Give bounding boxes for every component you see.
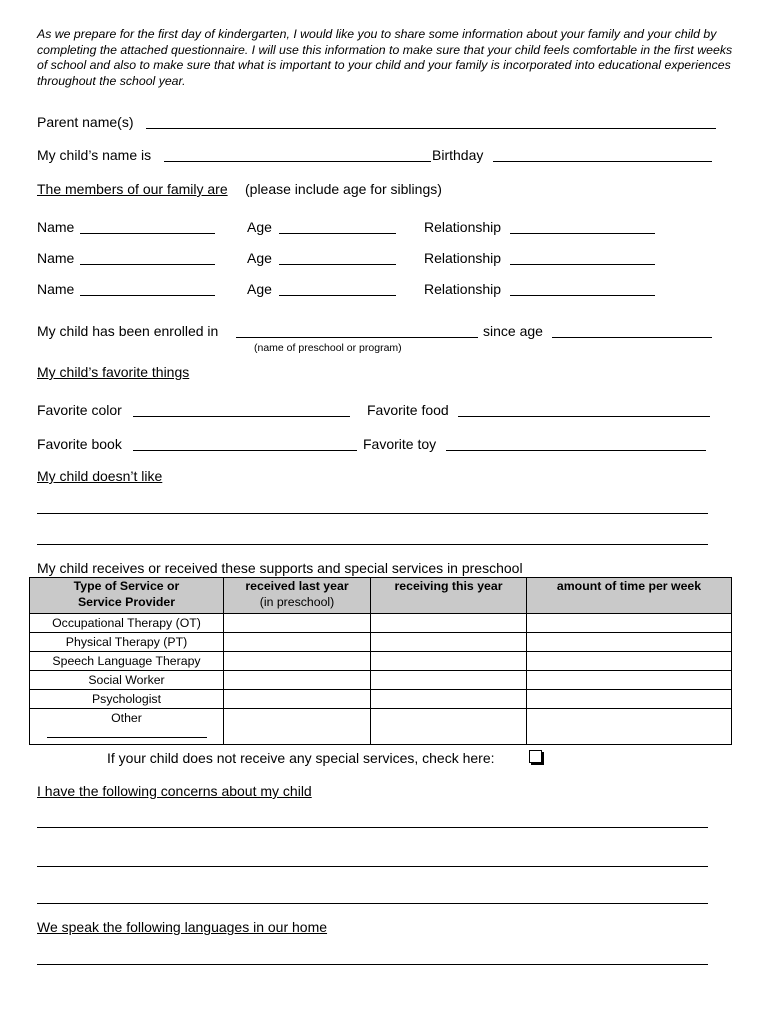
birthday-field[interactable] — [493, 161, 712, 162]
services-table — [29, 577, 732, 745]
service-name-other — [30, 709, 224, 745]
enrolled-label: My child has been enrolled in — [37, 323, 219, 339]
received-last-year-cell[interactable] — [224, 690, 371, 709]
favorite-color-label: Favorite color — [37, 402, 122, 418]
members-heading: The members of our family are — [37, 181, 228, 197]
service-name: Physical Therapy (PT) — [30, 633, 224, 652]
receiving-this-year-cell[interactable] — [371, 690, 527, 709]
header-received-last-year-line2: (in preschool) — [259, 595, 335, 609]
checkbox-icon — [529, 750, 542, 763]
favorites-heading: My child’s favorite things — [37, 364, 190, 380]
received-last-year-cell[interactable] — [224, 652, 371, 671]
favorite-toy-field[interactable] — [446, 450, 706, 451]
favorite-toy-label: Favorite toy — [363, 436, 437, 452]
enrolled-note: (name of preschool or program) — [254, 342, 402, 354]
member-age-field[interactable] — [279, 233, 396, 234]
member-age-label: Age — [247, 219, 272, 235]
table-row — [30, 671, 732, 690]
receiving-this-year-cell[interactable] — [371, 633, 527, 652]
intro-paragraph: As we prepare for the first day of kindergarten, I would like you to share some information about your family and your child by completing the attached questionnaire. I will use this information to make sure that your child feels comfortable in the first weeks of school and also to make sure that what is important to your child and your family is incorporated into educational experiences throughout the school year. — [37, 27, 733, 88]
languages-line[interactable] — [37, 964, 708, 965]
supports-heading: My child receives or received these supports and special services in preschool — [37, 560, 523, 576]
member-name-label: Name — [37, 250, 75, 266]
service-name: Speech Language Therapy — [30, 652, 224, 671]
favorites-row-2 — [37, 436, 717, 456]
time-per-week-cell[interactable] — [527, 709, 732, 745]
favorite-food-label: Favorite food — [367, 402, 449, 418]
time-per-week-cell[interactable] — [527, 652, 732, 671]
no-services-label: If your child does not receive any special services, check here: — [107, 750, 495, 766]
member-age-label: Age — [247, 250, 272, 266]
members-heading-row — [37, 181, 717, 201]
enrolled-program-field[interactable] — [236, 337, 478, 338]
member-age-label: Age — [247, 281, 272, 297]
concerns-heading-row — [37, 783, 717, 803]
concerns-line[interactable] — [37, 866, 708, 867]
table-row-other — [30, 709, 732, 745]
header-service-type — [30, 578, 224, 614]
time-per-week-cell[interactable] — [527, 690, 732, 709]
table-row — [30, 652, 732, 671]
header-service-type-line2: Service Provider — [77, 595, 176, 609]
receiving-this-year-cell[interactable] — [371, 709, 527, 745]
header-received-last-year-line1: received last year — [245, 579, 349, 593]
member-relationship-label: Relationship — [424, 219, 502, 235]
concerns-line[interactable] — [37, 903, 708, 904]
languages-heading-row — [37, 919, 717, 939]
table-row — [30, 690, 732, 709]
receiving-this-year-cell[interactable] — [371, 652, 527, 671]
birthday-label: Birthday — [432, 147, 484, 163]
child-name-label: My child’s name is — [37, 147, 152, 163]
favorite-food-field[interactable] — [458, 416, 710, 417]
time-per-week-cell[interactable] — [527, 671, 732, 690]
received-last-year-cell[interactable] — [224, 671, 371, 690]
member-relationship-label: Relationship — [424, 281, 502, 297]
enrolled-row — [37, 323, 717, 343]
header-service-type-line1: Type of Service or — [73, 579, 180, 593]
favorite-book-label: Favorite book — [37, 436, 122, 452]
member-name-field[interactable] — [80, 295, 215, 296]
concerns-heading: I have the following concerns about my child — [37, 783, 312, 799]
dislike-line[interactable] — [37, 544, 708, 545]
no-services-row — [107, 750, 770, 770]
member-name-label: Name — [37, 281, 75, 297]
since-age-field[interactable] — [552, 337, 712, 338]
favorites-heading-row — [37, 364, 717, 384]
header-received-last-year — [224, 578, 371, 614]
parent-name-field[interactable] — [146, 128, 716, 129]
member-age-field[interactable] — [279, 264, 396, 265]
favorites-row-1 — [37, 402, 717, 422]
service-name: Social Worker — [30, 671, 224, 690]
members-note: (please include age for siblings) — [245, 181, 442, 197]
receiving-this-year-cell[interactable] — [371, 671, 527, 690]
received-last-year-cell[interactable] — [224, 709, 371, 745]
dislike-line[interactable] — [37, 513, 708, 514]
languages-heading: We speak the following languages in our home — [37, 919, 328, 935]
service-name: Occupational Therapy (OT) — [30, 614, 224, 633]
member-name-field[interactable] — [80, 233, 215, 234]
time-per-week-cell[interactable] — [527, 633, 732, 652]
child-name-row — [37, 147, 717, 167]
member-row — [37, 219, 717, 239]
received-last-year-cell[interactable] — [224, 614, 371, 633]
favorite-color-field[interactable] — [133, 416, 350, 417]
other-service-field[interactable] — [47, 727, 207, 738]
service-name: Psychologist — [30, 690, 224, 709]
child-name-field[interactable] — [164, 161, 431, 162]
parent-name-label: Parent name(s) — [37, 114, 134, 130]
concerns-line[interactable] — [37, 827, 708, 828]
since-age-label: since age — [483, 323, 543, 339]
member-relationship-field[interactable] — [510, 264, 655, 265]
member-name-label: Name — [37, 219, 75, 235]
dislike-heading: My child doesn’t like — [37, 468, 163, 484]
member-relationship-label: Relationship — [424, 250, 502, 266]
member-relationship-field[interactable] — [510, 295, 655, 296]
member-name-field[interactable] — [80, 264, 215, 265]
header-receiving-this-year: receiving this year — [371, 578, 527, 614]
table-row — [30, 633, 732, 652]
member-age-field[interactable] — [279, 295, 396, 296]
table-row — [30, 614, 732, 633]
member-row — [37, 281, 717, 301]
receiving-this-year-cell[interactable] — [371, 614, 527, 633]
favorite-book-field[interactable] — [133, 450, 357, 451]
service-name: Other — [111, 711, 142, 725]
parent-name-row — [37, 114, 717, 134]
member-relationship-field[interactable] — [510, 233, 655, 234]
time-per-week-cell[interactable] — [527, 614, 732, 633]
table-header-row — [30, 578, 732, 614]
received-last-year-cell[interactable] — [224, 633, 371, 652]
member-row — [37, 250, 717, 270]
header-time-per-week: amount of time per week — [527, 578, 732, 614]
dislike-heading-row — [37, 468, 717, 488]
